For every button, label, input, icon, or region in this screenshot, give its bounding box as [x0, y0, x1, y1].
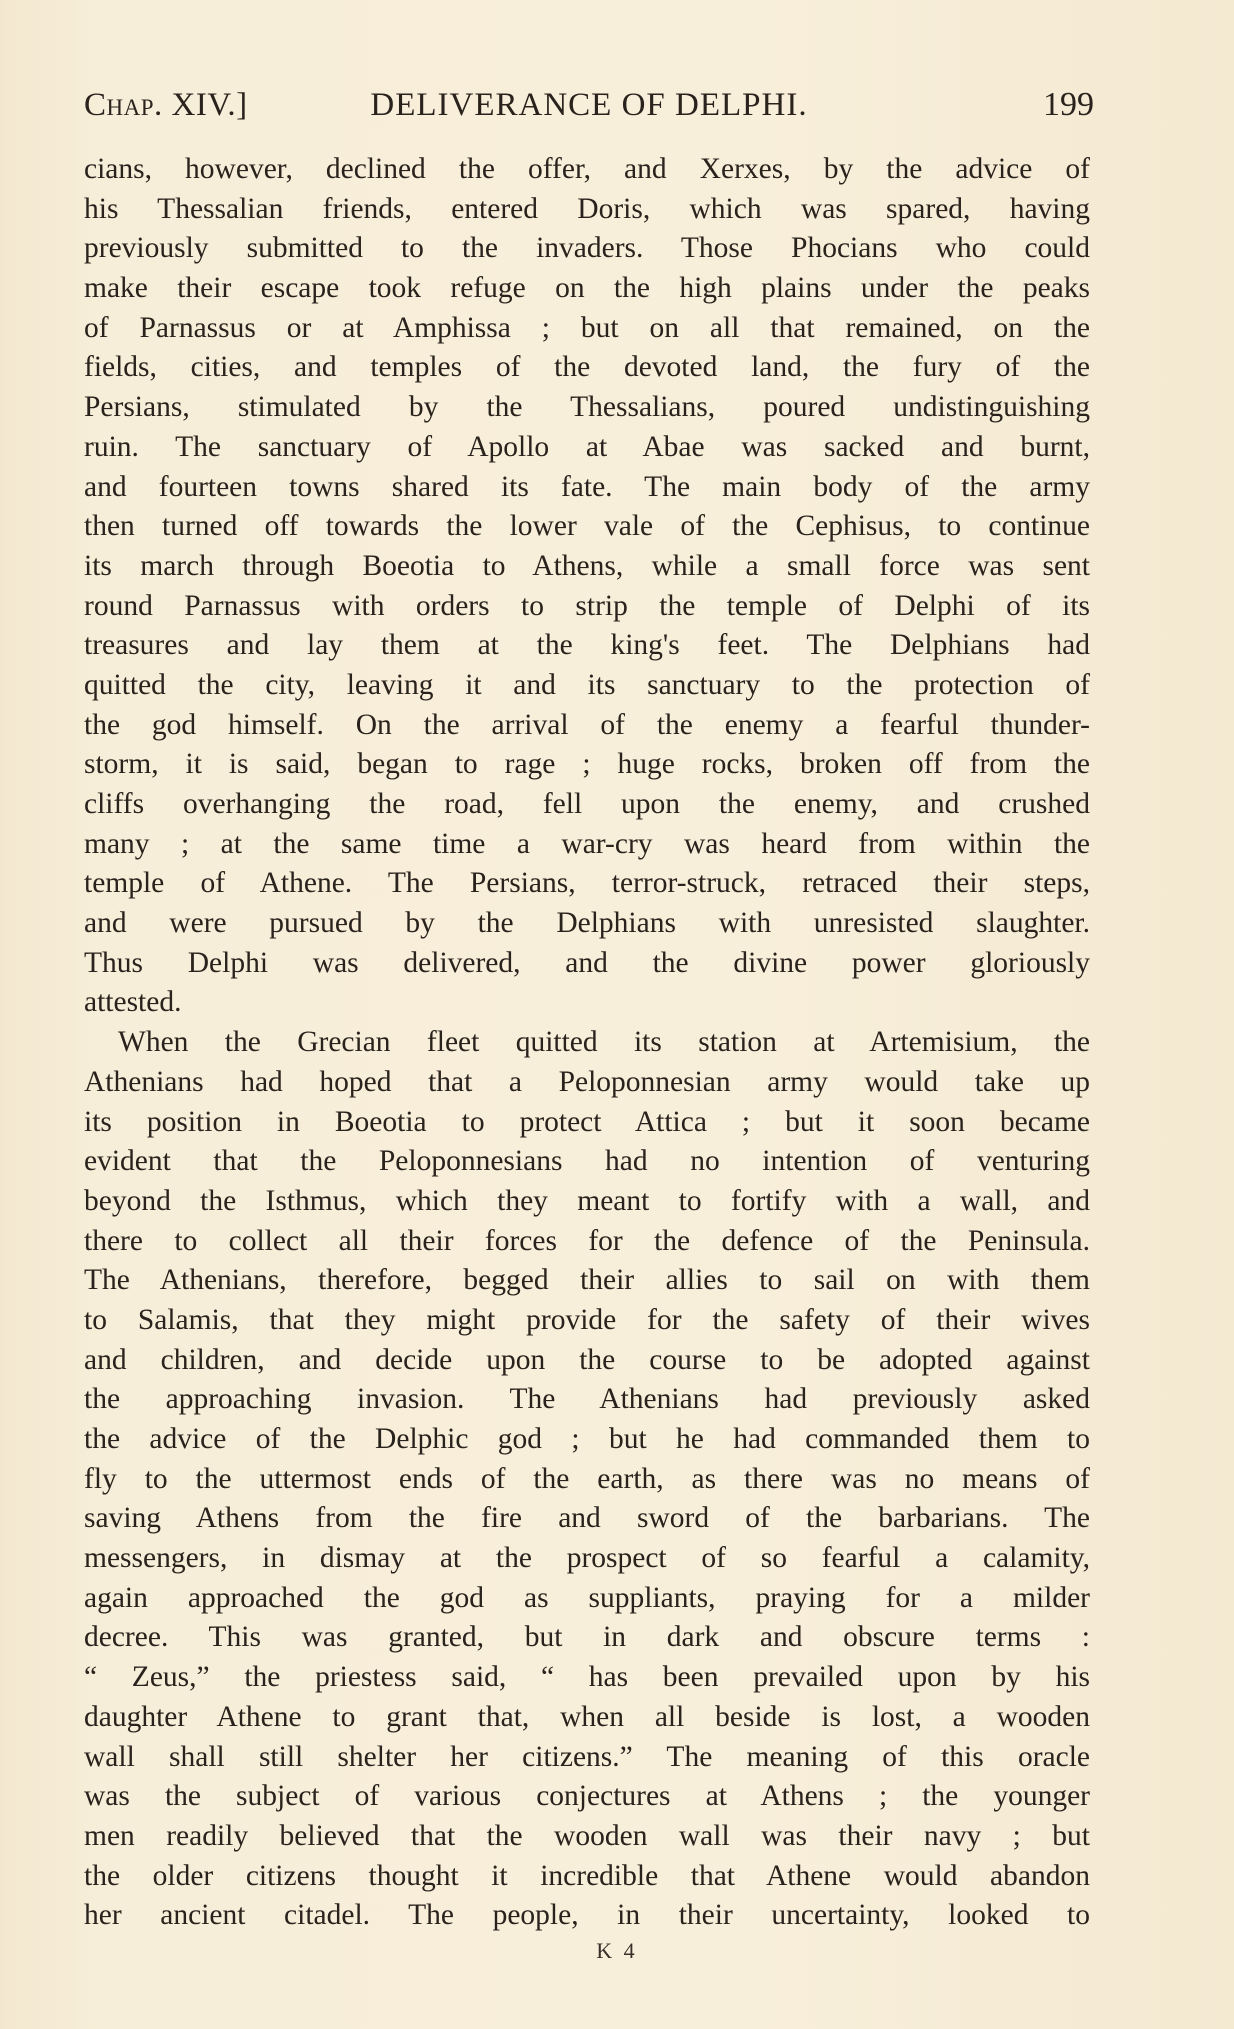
text-line: Thus Delphi was delivered, and the divine power gloriously — [84, 946, 1090, 979]
running-title: DELIVERANCE OF DELPHI. — [370, 87, 808, 123]
text-line: previously submitted to the invaders. Those Phocians who could — [84, 232, 1090, 265]
text-line: its march through Boeotia to Athens, while a small force was sent — [84, 549, 1090, 582]
text-line: evident that the Peloponnesians had no intention of venturing — [84, 1145, 1090, 1178]
text-line: cians, however, declined the offer, and Xerxes, by the advice of — [84, 153, 1090, 185]
text-line: her ancient citadel. The people, in their uncertainty, looked to — [84, 1899, 1090, 1932]
text-line: and children, and decide upon the course to be adopted against — [84, 1343, 1090, 1376]
text-line: storm, it is said, began to rage ; huge rocks, broken off from the — [84, 748, 1090, 781]
text-line: round Parnassus with orders to strip the temple of Delphi of its — [84, 589, 1090, 622]
paragraph-end-line: attested. — [84, 986, 182, 1019]
text-line: Persians, stimulated by the Thessalians, poured undistinguishing — [84, 391, 1090, 424]
text-line: quitted the city, leaving it and its sanctuary to the protection of — [84, 668, 1090, 701]
text-line: Athenians had hoped that a Peloponnesian army would take up — [84, 1065, 1090, 1098]
body-text — [84, 150, 1090, 1936]
text-line: the god himself. On the arrival of the enemy a fearful thunder- — [84, 708, 1090, 741]
text-line: messengers, in dismay at the prospect of so fearful a calamity, — [84, 1542, 1090, 1575]
text-line: was the subject of various conjectures at Athens ; the younger — [84, 1780, 1090, 1813]
text-line: wall shall still shelter her citizens.” The meaning of this oracle — [84, 1740, 1090, 1773]
text-line: decree. This was granted, but in dark and obscure terms : — [84, 1621, 1090, 1654]
text-line: saving Athens from the fire and sword of the barbarians. The — [84, 1502, 1090, 1535]
text-line: there to collect all their forces for the defence of the Peninsula. — [84, 1224, 1090, 1257]
running-header — [84, 82, 1094, 128]
text-line: to Salamis, that they might provide for the safety of their wives — [84, 1303, 1090, 1336]
text-line: fields, cities, and temples of the devoted land, the fury of the — [84, 351, 1090, 384]
text-line: ruin. The sanctuary of Apollo at Abae was sacked and burnt, — [84, 430, 1090, 463]
chapter-label: Chap. XIV.] — [84, 87, 248, 123]
text-line: fly to the uttermost ends of the earth, as there was no means of — [84, 1462, 1090, 1495]
paragraph-start-line: When the Grecian fleet quitted its station at Artemisium, the — [118, 1026, 1090, 1059]
text-line: the advice of the Delphic god ; but he had commanded them to — [84, 1423, 1090, 1455]
text-line: men readily believed that the wooden wall was their navy ; but — [84, 1819, 1090, 1852]
text-line: temple of Athene. The Persians, terror-struck, retraced their steps, — [84, 867, 1090, 900]
text-line: The Athenians, therefore, begged their allies to sail on with them — [84, 1264, 1090, 1297]
text-line: make their escape took refuge on the high plains under the peaks — [84, 272, 1090, 305]
text-line: treasures and lay them at the king's feet. The Delphians had — [84, 629, 1090, 662]
text-line: then turned off towards the lower vale of the Cephisus, to continue — [84, 510, 1090, 543]
text-line: the older citizens thought it incredible that Athene would abandon — [84, 1859, 1090, 1892]
text-line: many ; at the same time a war-cry was heard from within the — [84, 827, 1090, 860]
text-line: of Parnassus or at Amphissa ; but on all that remained, on the — [84, 311, 1090, 344]
text-line: cliffs overhanging the road, fell upon the enemy, and crushed — [84, 788, 1090, 820]
text-line: the approaching invasion. The Athenians had previously asked — [84, 1383, 1090, 1416]
text-line: daughter Athene to grant that, when all beside is lost, a wooden — [84, 1700, 1090, 1733]
printer-signature-mark: K 4 — [596, 1938, 638, 1963]
text-line: his Thessalian friends, entered Doris, which was spared, having — [84, 192, 1090, 225]
text-line: and were pursued by the Delphians with unresisted slaughter. — [84, 907, 1090, 940]
page-number: 199 — [1043, 86, 1094, 123]
text-line: its position in Boeotia to protect Attica ; but it soon became — [84, 1105, 1090, 1138]
text-line: and fourteen towns shared its fate. The main body of the army — [84, 470, 1090, 503]
text-line: again approached the god as suppliants, praying for a milder — [84, 1581, 1090, 1614]
text-line: beyond the Isthmus, which they meant to fortify with a wall, and — [84, 1184, 1090, 1217]
text-line: “ Zeus,” the priestess said, “ has been prevailed upon by his — [84, 1661, 1090, 1694]
